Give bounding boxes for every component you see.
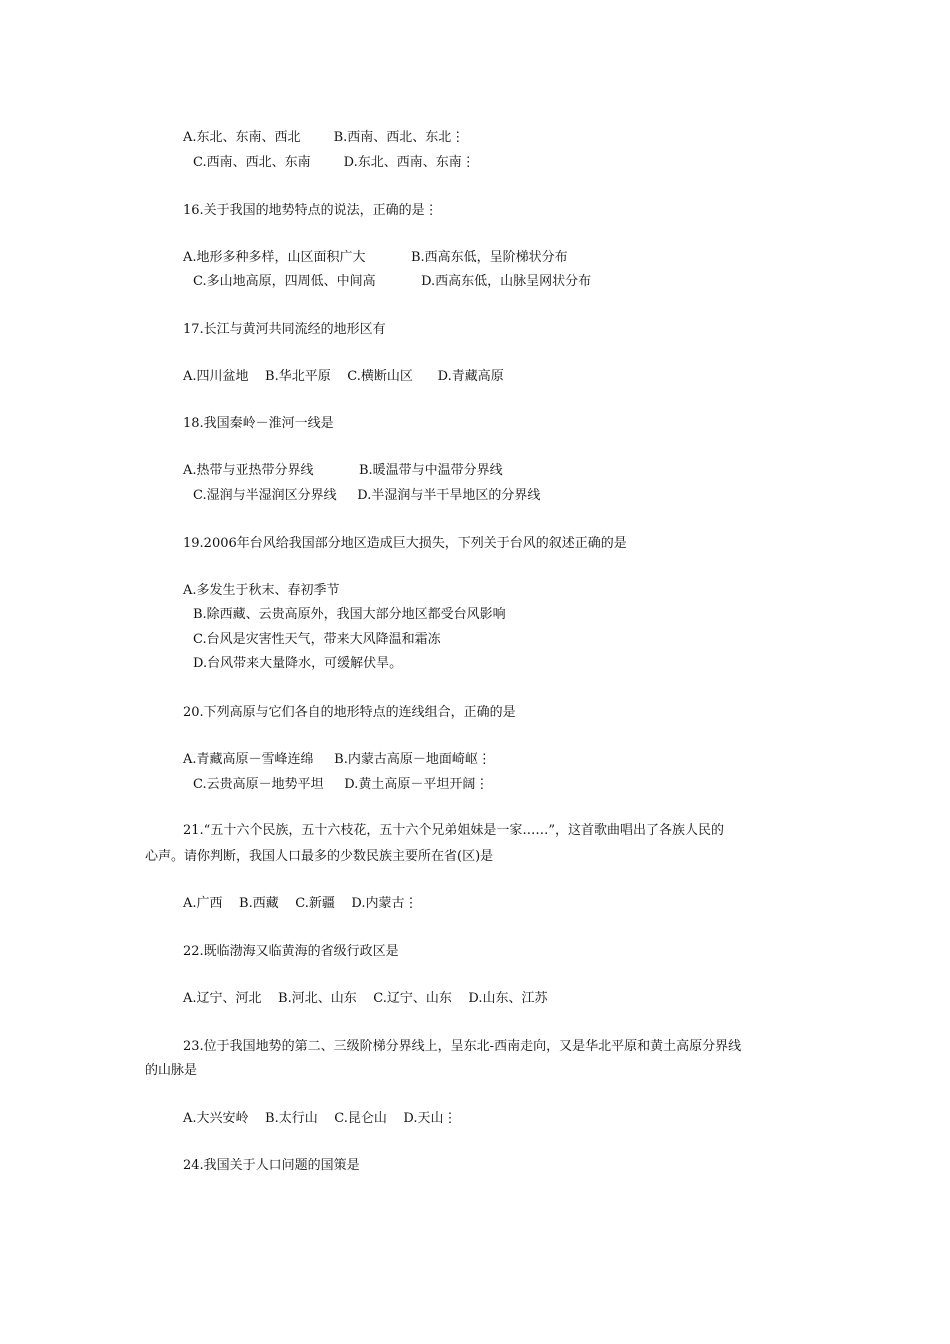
q21-stem-line1: 21.“五十六个民族，五十六枝花，五十六个兄弟姐妹是一家……”，这首歌曲唱出了各族人民的 xyxy=(183,823,724,838)
q20-options-cd: C.云贵高原－地势平坦 D.黄土高原－平坦开阔⋮ xyxy=(193,777,489,792)
q17-stem: 17.长江与黄河共同流经的地形区有 xyxy=(183,322,386,337)
q16-options-ab: A.地形多种多样，山区面积广大 B.西高东低，呈阶梯状分布 xyxy=(183,250,568,265)
q21-options: A.广西 B.西藏 C.新疆 D.内蒙古⋮ xyxy=(183,896,418,911)
q19-option-d: D.台风带来大量降水，可缓解伏旱。 xyxy=(193,656,403,671)
q18-options-cd: C.湿润与半湿润区分界线 D.半湿润与半干旱地区的分界线 xyxy=(193,488,541,503)
q21-stem-line2: 心声。请你判断，我国人口最多的少数民族主要所在省(区)是 xyxy=(145,849,494,864)
q18-options-ab: A.热带与亚热带分界线 B.暖温带与中温带分界线 xyxy=(183,463,503,478)
q20-options-ab: A.青藏高原－雪峰连绵 B.内蒙古高原－地面崎岖⋮ xyxy=(183,752,491,767)
q16-stem: 16.关于我国的地势特点的说法，正确的是⋮ xyxy=(183,203,438,218)
q18-stem: 18.我国秦岭－淮河一线是 xyxy=(183,416,334,431)
q16-options-cd: C.多山地高原，四周低、中间高 D.西高东低，山脉呈网状分布 xyxy=(193,274,592,289)
q19-option-c: C.台风是灾害性天气，带来大风降温和霜冻 xyxy=(193,632,441,647)
q15-options-ab: A.东北、东南、西北 B.西南、西北、东北⋮ xyxy=(183,130,465,145)
q20-stem: 20.下列高原与它们各自的地形特点的连线组合，正确的是 xyxy=(183,705,516,720)
q24-stem: 24.我国关于人口问题的国策是 xyxy=(183,1158,360,1173)
q15-options-cd: C.西南、西北、东南 D.东北、西南、东南⋮ xyxy=(193,155,475,170)
q23-stem-line2: 的山脉是 xyxy=(145,1063,198,1078)
q22-stem: 22.既临渤海又临黄海的省级行政区是 xyxy=(183,944,399,959)
q23-options: A.大兴安岭 B.太行山 C.昆仑山 D.天山⋮ xyxy=(183,1111,457,1126)
q22-options: A.辽宁、河北 B.河北、山东 C.辽宁、山东 D.山东、江苏 xyxy=(183,991,548,1006)
q19-option-a: A.多发生于秋末、春初季节 xyxy=(183,583,340,598)
q23-stem-line1: 23.位于我国地势的第二、三级阶梯分界线上，呈东北-西南走向，又是华北平原和黄土高原分界线 xyxy=(183,1039,742,1054)
q19-stem: 19.2006年台风给我国部分地区造成巨大损失，下列关于台风的叙述正确的是 xyxy=(183,536,627,551)
q17-options: A.四川盆地 B.华北平原 C.横断山区 D.青藏高原 xyxy=(183,369,504,384)
q19-option-b: B.除西藏、云贵高原外，我国大部分地区都受台风影响 xyxy=(193,607,506,622)
